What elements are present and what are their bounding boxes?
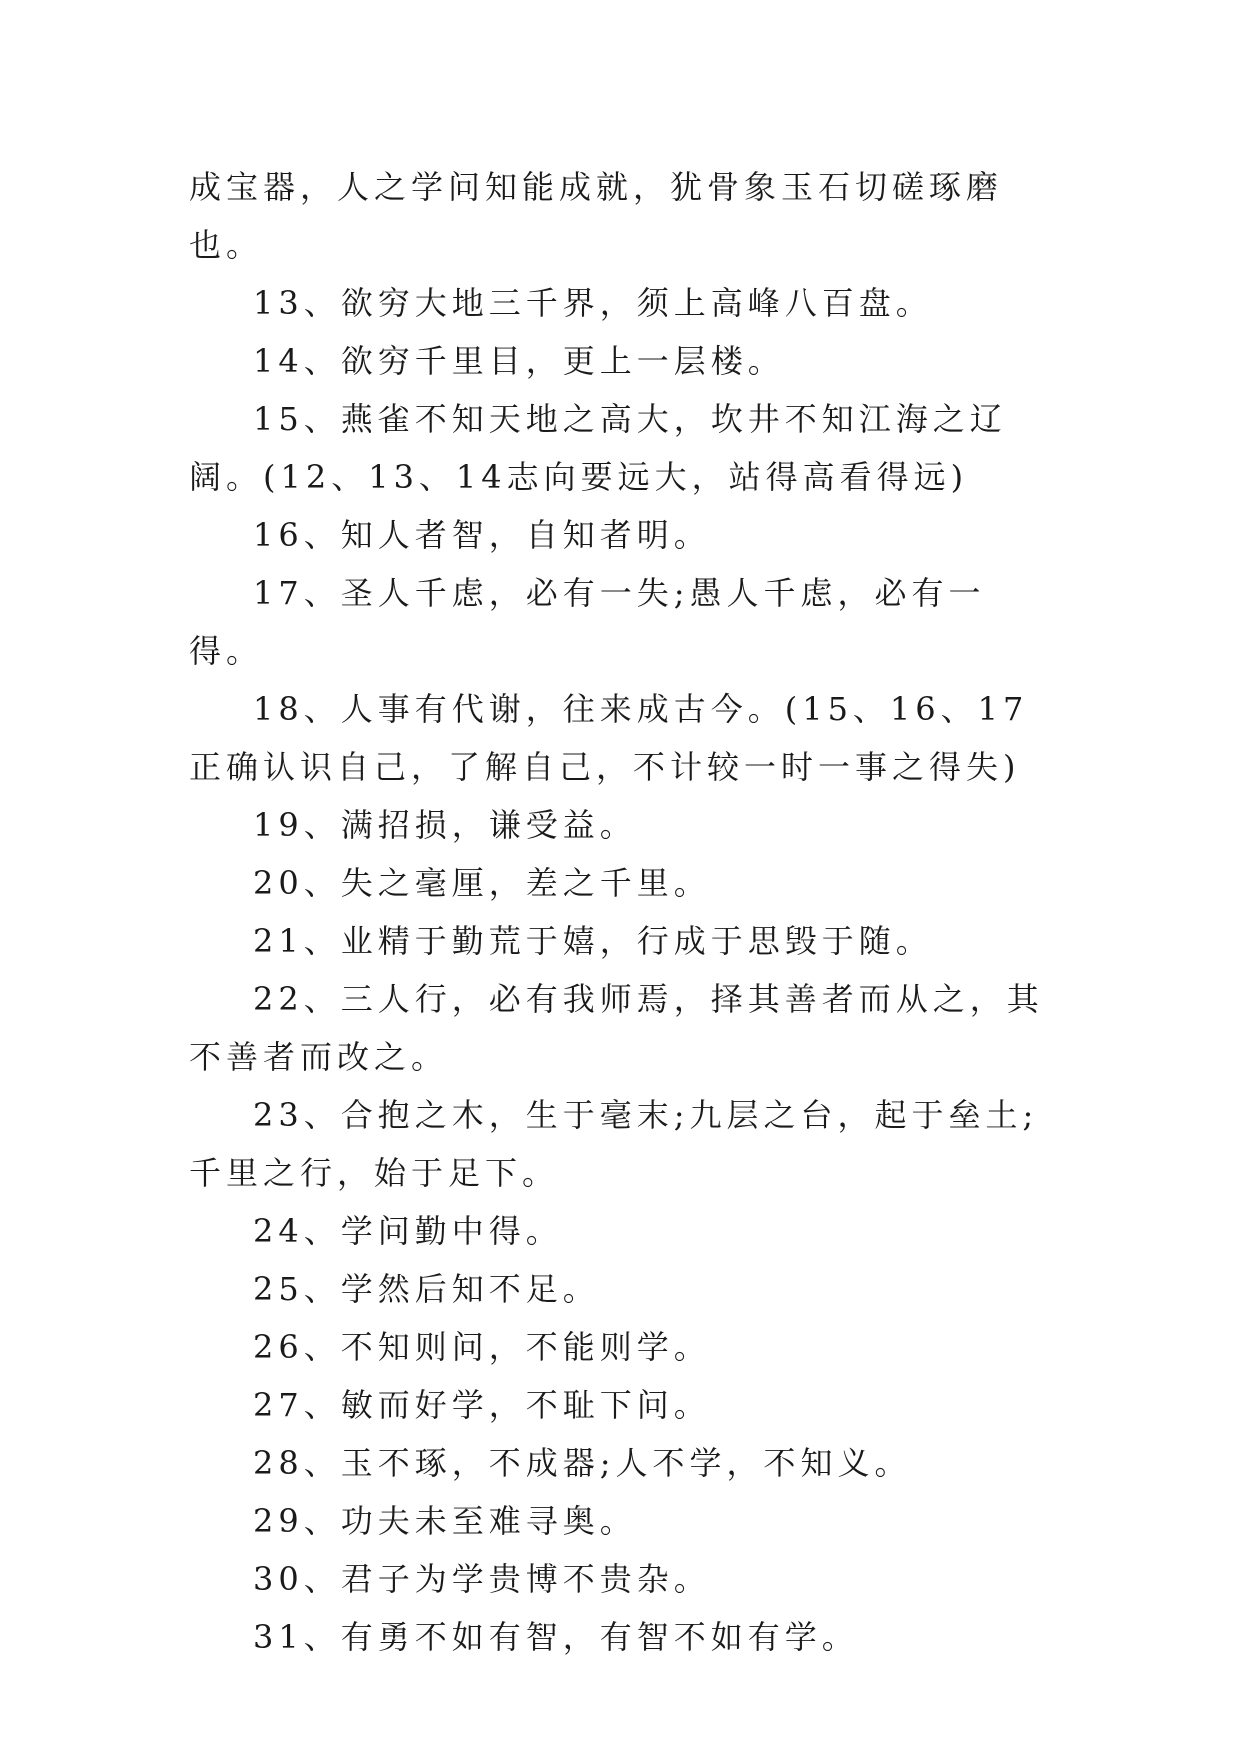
- quote-28: 28、玉不琢，不成器;人不学，不知义。: [253, 1444, 912, 1482]
- document-body: [189, 158, 1059, 1666]
- quote-15: 15、燕雀不知天地之高大，坎井不知江海之辽阔。(12、13、14志向要远大，站得高看得远): [189, 400, 1007, 496]
- quote-20: 20、失之毫厘，差之千里。: [253, 864, 711, 902]
- quote-16: 16、知人者智，自知者明。: [253, 516, 711, 554]
- quote-27: 27、敏而好学，不耻下问。: [253, 1386, 711, 1424]
- quote-14: 14、欲穷千里目，更上一层楼。: [253, 342, 785, 380]
- quote-18: 18、人事有代谢，往来成古今。(15、16、17正确认识自己，了解自己，不计较一时一事之得失): [189, 690, 1029, 786]
- quote-31: 31、有勇不如有智，有智不如有学。: [253, 1618, 859, 1656]
- quote-21: 21、业精于勤荒于嬉，行成于思毁于随。: [253, 922, 933, 960]
- quote-22: 22、三人行，必有我师焉，择其善者而从之，其不善者而改之。: [189, 980, 1044, 1076]
- quote-26: 26、不知则问，不能则学。: [253, 1328, 711, 1366]
- quote-25: 25、学然后知不足。: [253, 1270, 600, 1308]
- quote-19: 19、满招损，谦受益。: [253, 806, 637, 844]
- quote-17: 17、圣人千虑，必有一失;愚人千虑，必有一得。: [189, 574, 986, 670]
- quote-24: 24、学问勤中得。: [253, 1212, 563, 1250]
- quote-30: 30、君子为学贵博不贵杂。: [253, 1560, 711, 1598]
- quote-29: 29、功夫未至难寻奥。: [253, 1502, 637, 1540]
- quote-13: 13、欲穷大地三千界，须上高峰八百盘。: [253, 284, 933, 322]
- paragraph-continuation: 成宝器，人之学问知能成就，犹骨象玉石切磋琢磨也。: [189, 168, 1004, 264]
- quote-23: 23、合抱之木，生于毫末;九层之台，起于垒土;千里之行，始于足下。: [189, 1096, 1039, 1192]
